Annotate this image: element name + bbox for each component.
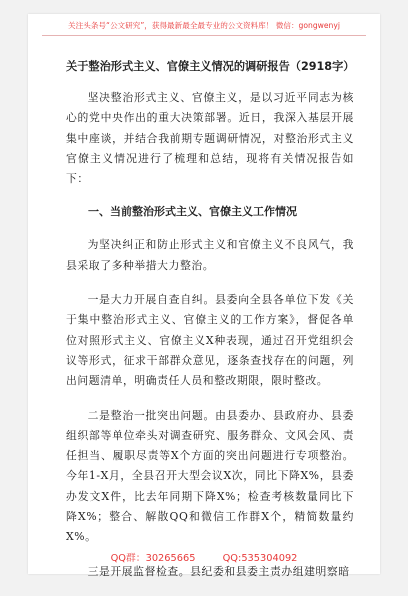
document-page: [28, 14, 380, 578]
intro-paragraph: 坚决整治形式主义、官僚主义，是以习近平同志为核心的党中央作出的重大决策部署。近日，我深入基层开展集中座谈，并结合我前期专题调研情况，对整治形式主义官僚主义情况进行了梳理和总结，现将有关情况报告如下：: [66, 91, 354, 186]
body-paragraph: 二是整治一批突出问题。由县委办、县政府办、县委组织部等单位牵头对调查研究、服务群众、文风会风、责任担当、履职尽责等X个方面的突出问题进行专项整治。今年1-X月，全县召开大型会议X次，同比下降X%，县委办发文X件，比去年同期下降X%；检查考核数量同比下降X%；整合、解散QQ和微信工作群X个，精简数量约X%。: [66, 408, 354, 544]
footer-qq: QQ:535304092: [222, 553, 298, 564]
body-paragraph: 一是大力开展自查自纠。县委向全县各单位下发《关于集中整治形式主义、官僚主义的工作方案》，督促各单位对照形式主义、官僚主义X种表现，通过召开党组织会议等形式，征求干部群众意见，逐条查找存在的问题，列出问题清单，明确责任人员和整改期限，限时整改。: [66, 293, 354, 388]
section-heading: 一、当前整治形式主义、官僚主义工作情况: [88, 205, 297, 219]
footer-qq-group: QQ群：30265665: [110, 553, 196, 564]
document-body: [66, 58, 354, 596]
footer: [28, 550, 380, 564]
header-banner: 关注头条号“公文研究”，获得最新最全最专业的公文资料库！ 微信：gongwenyj: [68, 21, 340, 30]
header-divider: [42, 35, 366, 36]
body-paragraph: 三是开展监督检查。县纪委和县委主责办组建明察暗: [87, 564, 350, 578]
body-paragraph: 为坚决纠正和防止形式主义和官僚主义不良风气，我县采取了多种举措大力整治。: [66, 238, 354, 272]
document-title: 关于整治形式主义、官僚主义情况的调研报告（2918字）: [66, 60, 355, 73]
